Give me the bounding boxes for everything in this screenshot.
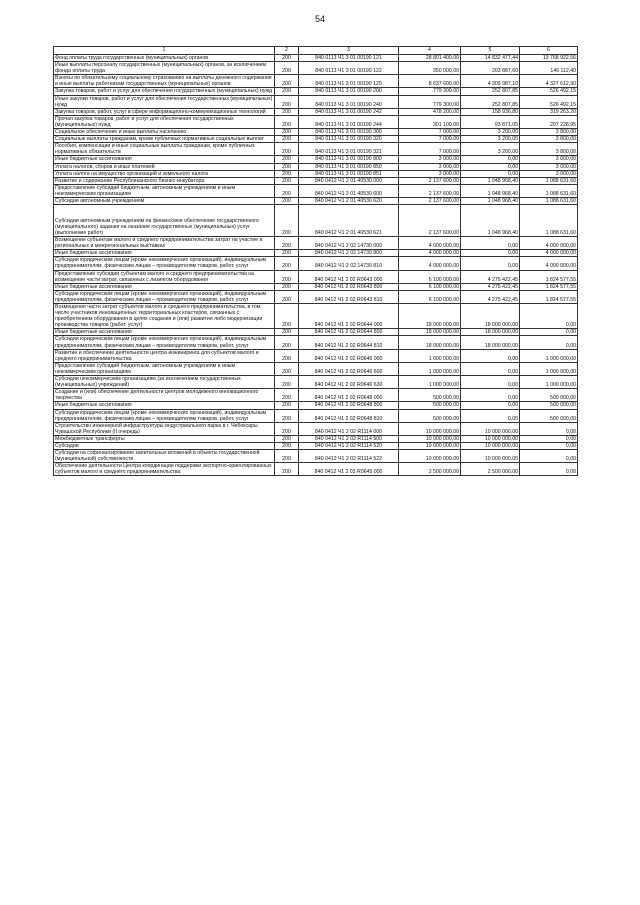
table-row <box>54 257 578 270</box>
row-approved-cell: 779 300,00 <box>399 88 461 95</box>
column-header: 3 <box>299 47 399 55</box>
row-approved-cell: 6 100 000,00 <box>399 290 461 303</box>
row-executed-cell: 3 200,00 <box>461 136 520 143</box>
row-remaining-cell: 3 000,00 <box>520 163 578 170</box>
row-executed-cell: 14 832 477,44 <box>461 55 520 62</box>
row-kbk-cell: 840 0113 Ч1 3 01 00190 200 <box>299 88 399 95</box>
row-approved-cell: 7 000,00 <box>399 143 461 156</box>
row-code-cell: 200 <box>275 409 299 422</box>
row-name-cell: Создание и (или) обеспечение деятельности центров молодежного инновационного творчества <box>54 389 275 402</box>
row-remaining-cell: 526 492,15 <box>520 95 578 108</box>
table-row <box>54 163 578 170</box>
row-name-cell: Развитие и содержание Республиканского бизнес-инкубатора <box>54 177 275 184</box>
row-name-cell: Обеспечение деятельности Центра координации поддержки экспортно-ориентированных субъектов малого и среднего предпринимательства <box>54 463 275 476</box>
row-executed-cell: 1 048 968,40 <box>461 197 520 204</box>
row-remaining-cell: 0,00 <box>520 422 578 435</box>
row-executed-cell: 0,00 <box>461 349 520 362</box>
row-kbk-cell: 840 0113 Ч1 3 01 00190 244 <box>299 115 399 128</box>
row-kbk-cell: 840 0412 Ч1 2 02 R1114 520 <box>299 442 399 449</box>
row-kbk-cell: 840 0412 Ч1 2 02 R0648 800 <box>299 402 399 409</box>
row-name-cell: Прочая закупка товаров, работ и услуг для обеспечения государственных (муниципальных) нужд <box>54 115 275 128</box>
row-name-cell: Предоставление субсидий бюджетным, автономным учреждениям и иным некоммерческим организациям <box>54 362 275 375</box>
row-name-cell: Уплата налогов, сборов и иных платежей <box>54 163 275 170</box>
row-code-cell: 200 <box>275 55 299 62</box>
table-row <box>54 108 578 115</box>
row-kbk-cell: 840 0113 Ч1 3 01 00190 240 <box>299 95 399 108</box>
row-name-cell: Социальное обеспечение и иные выплаты населению <box>54 129 275 136</box>
row-kbk-cell: 840 0412 Ч1 2 02 R0644 800 <box>299 329 399 336</box>
row-approved-cell: 10 000 000,00 <box>399 442 461 449</box>
row-kbk-cell: 840 0113 Ч1 3 01 00190 122 <box>299 62 399 75</box>
row-approved-cell: 18 000 000,00 <box>399 329 461 336</box>
row-approved-cell: 1 000 000,00 <box>399 376 461 389</box>
row-executed-cell: 0,00 <box>461 170 520 177</box>
row-code-cell: 200 <box>275 62 299 75</box>
row-approved-cell: 2 137 600,00 <box>399 184 461 197</box>
table-row <box>54 435 578 442</box>
row-code-cell: 200 <box>275 435 299 442</box>
row-code-cell: 200 <box>275 389 299 402</box>
table-row <box>54 270 578 283</box>
table-row <box>54 409 578 422</box>
column-header: 5 <box>461 47 520 55</box>
row-code-cell: 200 <box>275 329 299 336</box>
row-executed-cell: 0,00 <box>461 163 520 170</box>
row-approved-cell: 2 137 600,00 <box>399 205 461 237</box>
row-name-cell: Закупка товаров, работ, услуг в сфере информационно-коммуникационных технологий <box>54 108 275 115</box>
row-code-cell: 200 <box>275 177 299 184</box>
budget-table <box>53 46 578 476</box>
row-executed-cell: 18 000 000,00 <box>461 304 520 329</box>
row-code-cell: 200 <box>275 197 299 204</box>
row-executed-cell: 1 048 968,40 <box>461 205 520 237</box>
row-code-cell: 200 <box>275 170 299 177</box>
row-name-cell: Межбюджетные трансферты <box>54 435 275 442</box>
table-row <box>54 349 578 362</box>
table-row <box>54 115 578 128</box>
row-remaining-cell: 4 000 000,00 <box>520 250 578 257</box>
row-approved-cell: 3 000,00 <box>399 163 461 170</box>
row-name-cell: Иные бюджетные ассигнования <box>54 329 275 336</box>
row-name-cell: Субсидии автономным учреждениям <box>54 197 275 204</box>
row-executed-cell: 93 871,05 <box>461 115 520 128</box>
row-name-cell: Иные бюджетные ассигнования <box>54 156 275 163</box>
row-remaining-cell: 207 228,95 <box>520 115 578 128</box>
table-row <box>54 329 578 336</box>
table-row <box>54 442 578 449</box>
row-executed-cell: 0,00 <box>461 409 520 422</box>
row-kbk-cell: 840 0412 Ч1 2 02 R0648 810 <box>299 409 399 422</box>
table-row <box>54 283 578 290</box>
row-code-cell: 200 <box>275 184 299 197</box>
row-kbk-cell: 840 0412 Ч1 2 02 R0644 810 <box>299 336 399 349</box>
row-approved-cell: 500 000,00 <box>399 409 461 422</box>
table-row <box>54 205 578 237</box>
row-code-cell: 200 <box>275 163 299 170</box>
row-kbk-cell: 840 0412 Ч1 2 01 40530 000 <box>299 177 399 184</box>
row-remaining-cell: 3 800,00 <box>520 143 578 156</box>
row-approved-cell: 350 000,00 <box>399 62 461 75</box>
row-approved-cell: 18 000 000,00 <box>399 336 461 349</box>
row-executed-cell: 18 000 000,00 <box>461 329 520 336</box>
row-remaining-cell: 1 824 577,55 <box>520 270 578 283</box>
row-executed-cell: 4 275 422,45 <box>461 270 520 283</box>
row-remaining-cell: 0,00 <box>520 463 578 476</box>
row-remaining-cell: 146 112,40 <box>520 62 578 75</box>
row-kbk-cell: 840 0113 Ч1 3 01 00190 321 <box>299 143 399 156</box>
row-approved-cell: 4 000 000,00 <box>399 237 461 250</box>
row-approved-cell: 4 000 000,00 <box>399 250 461 257</box>
row-remaining-cell: 1 088 631,60 <box>520 177 578 184</box>
row-executed-cell: 158 936,80 <box>461 108 520 115</box>
row-executed-cell: 4 309 987,10 <box>461 75 520 88</box>
row-remaining-cell: 0,00 <box>520 450 578 463</box>
row-remaining-cell: 4 000 000,00 <box>520 237 578 250</box>
row-executed-cell: 3 200,00 <box>461 129 520 136</box>
row-kbk-cell: 840 0412 Ч1 2 02 R1114 522 <box>299 450 399 463</box>
row-kbk-cell: 840 0412 Ч1 2 02 R0646 000 <box>299 349 399 362</box>
row-name-cell: Уплата налога на имущество организаций и земельного налога <box>54 170 275 177</box>
row-name-cell: Пособия, компенсации и иные социальные выплаты гражданам, кроме публичных нормативных обязательств <box>54 143 275 156</box>
row-executed-cell: 4 275 422,45 <box>461 283 520 290</box>
row-approved-cell: 500 000,00 <box>399 402 461 409</box>
row-executed-cell: 10 000 000,00 <box>461 422 520 435</box>
row-remaining-cell: 1 000 000,00 <box>520 362 578 375</box>
table-row <box>54 376 578 389</box>
column-header: 1 <box>54 47 275 55</box>
row-executed-cell: 1 048 968,40 <box>461 177 520 184</box>
row-approved-cell: 1 000 000,00 <box>399 349 461 362</box>
row-name-cell: Иные бюджетные ассигнования <box>54 402 275 409</box>
row-code-cell: 200 <box>275 463 299 476</box>
row-executed-cell: 0,00 <box>461 402 520 409</box>
row-approved-cell: 10 000 000,00 <box>399 450 461 463</box>
row-code-cell: 200 <box>275 450 299 463</box>
row-name-cell: Субсидии на софинансирование капитальных вложений в объекты государственной (муниципальной) собственности <box>54 450 275 463</box>
table-row <box>54 389 578 402</box>
row-remaining-cell: 0,00 <box>520 435 578 442</box>
row-code-cell: 200 <box>275 362 299 375</box>
row-kbk-cell: 840 0113 Ч1 3 01 00190 242 <box>299 108 399 115</box>
row-executed-cell: 252 807,85 <box>461 88 520 95</box>
row-remaining-cell: 4 327 612,90 <box>520 75 578 88</box>
row-remaining-cell: 3 000,00 <box>520 170 578 177</box>
row-executed-cell: 203 887,60 <box>461 62 520 75</box>
table-row <box>54 197 578 204</box>
row-name-cell: Фонд оплаты труда государственных (муниципальных) органов <box>54 55 275 62</box>
row-code-cell: 200 <box>275 143 299 156</box>
row-remaining-cell: 1 824 577,55 <box>520 290 578 303</box>
row-executed-cell: 0,00 <box>461 389 520 402</box>
row-kbk-cell: 840 0412 Ч1 2 03 R0645 000 <box>299 463 399 476</box>
row-kbk-cell: 840 0412 Ч1 2 02 R1114 000 <box>299 422 399 435</box>
row-name-cell: Предоставление субсидии субъектам малого и среднего предпринимательства на возмещение части затрат, связанных с лизингом оборудования <box>54 270 275 283</box>
row-approved-cell: 301 100,00 <box>399 115 461 128</box>
table-row <box>54 129 578 136</box>
row-kbk-cell: 840 0113 Ч1 3 01 00190 800 <box>299 156 399 163</box>
row-name-cell: Возмещение субъектам малого и среднего предпринимательства затрат на участие в региональных и межрегиональных выставках <box>54 237 275 250</box>
row-kbk-cell: 840 0412 Ч1 2 02 R0646 600 <box>299 362 399 375</box>
row-kbk-cell: 840 0113 Ч1 3 01 00190 121 <box>299 55 399 62</box>
row-approved-cell: 6 100 000,00 <box>399 270 461 283</box>
row-approved-cell: 779 300,00 <box>399 95 461 108</box>
column-header: 4 <box>399 47 461 55</box>
row-name-cell: Субсидии юридическим лицам (кроме некоммерческих организаций), индивидуальным предпринимателям, физическим лицам – производителям товаров, работ, услуг <box>54 409 275 422</box>
column-header: 6 <box>520 47 578 55</box>
row-kbk-cell: 840 0412 Ч1 2 02 R1114 500 <box>299 435 399 442</box>
row-code-cell: 200 <box>275 376 299 389</box>
row-remaining-cell: 1 000 000,00 <box>520 349 578 362</box>
row-code-cell: 200 <box>275 257 299 270</box>
row-executed-cell: 10 000 000,00 <box>461 442 520 449</box>
row-name-cell: Развитие и обеспечение деятельности центра инжиниринга для субъектов малого и среднего предпринимательства <box>54 349 275 362</box>
row-kbk-cell: 840 0113 Ч1 3 01 00190 300 <box>299 129 399 136</box>
row-code-cell: 200 <box>275 75 299 88</box>
row-kbk-cell: 840 0412 Ч1 2 01 40530 621 <box>299 205 399 237</box>
row-code-cell: 200 <box>275 237 299 250</box>
row-remaining-cell: 0,00 <box>520 329 578 336</box>
row-remaining-cell: 0,00 <box>520 336 578 349</box>
row-approved-cell: 3 000,00 <box>399 156 461 163</box>
table-row <box>54 237 578 250</box>
row-name-cell: Субсидии юридическим лицам (кроме некоммерческих организаций), индивидуальным предпринимателям, физическим лицам – производителям товаров, работ, услуг <box>54 290 275 303</box>
row-name-cell: Закупка товаров, работ и услуг для обеспечения государственных (муниципальных) нужд <box>54 88 275 95</box>
row-name-cell: Иные бюджетные ассигнования <box>54 283 275 290</box>
row-name-cell: Субсидии юридическим лицам (кроме некоммерческих организаций), индивидуальным предпринимателям, физическим лицам – производителям товаров, работ, услуг <box>54 336 275 349</box>
row-kbk-cell: 840 0412 Ч1 2 02 14730 800 <box>299 250 399 257</box>
row-remaining-cell: 13 768 922,56 <box>520 55 578 62</box>
table-row <box>54 95 578 108</box>
row-executed-cell: 0,00 <box>461 376 520 389</box>
row-approved-cell: 500 000,00 <box>399 389 461 402</box>
row-kbk-cell: 840 0412 Ч1 2 01 40530 600 <box>299 184 399 197</box>
row-approved-cell: 2 137 600,00 <box>399 197 461 204</box>
row-code-cell: 200 <box>275 88 299 95</box>
row-remaining-cell: 0,00 <box>520 442 578 449</box>
table-header-row <box>54 47 578 55</box>
table-row <box>54 304 578 329</box>
row-kbk-cell: 840 0412 Ч1 2 02 14730 810 <box>299 257 399 270</box>
table-row <box>54 55 578 62</box>
row-approved-cell: 7 000,00 <box>399 129 461 136</box>
row-code-cell: 200 <box>275 205 299 237</box>
table-body <box>54 55 578 476</box>
row-executed-cell: 3 200,00 <box>461 143 520 156</box>
row-kbk-cell: 840 0412 Ч1 2 02 R0643 800 <box>299 283 399 290</box>
row-kbk-cell: 840 0113 Ч1 3 01 00190 850 <box>299 163 399 170</box>
row-executed-cell: 0,00 <box>461 257 520 270</box>
row-code-cell: 200 <box>275 250 299 257</box>
row-executed-cell: 10 000 000,00 <box>461 435 520 442</box>
row-remaining-cell: 1 824 577,55 <box>520 283 578 290</box>
table-row <box>54 450 578 463</box>
table-row <box>54 362 578 375</box>
row-name-cell: Субсидии <box>54 442 275 449</box>
row-executed-cell: 4 275 422,45 <box>461 290 520 303</box>
row-remaining-cell: 319 263,20 <box>520 108 578 115</box>
row-approved-cell: 10 000 000,00 <box>399 435 461 442</box>
row-remaining-cell: 1 088 631,60 <box>520 205 578 237</box>
row-executed-cell: 2 500 000,00 <box>461 463 520 476</box>
row-approved-cell: 18 000 000,00 <box>399 304 461 329</box>
table-row <box>54 184 578 197</box>
row-kbk-cell: 840 0412 Ч1 2 02 R0643 000 <box>299 270 399 283</box>
row-code-cell: 200 <box>275 349 299 362</box>
row-name-cell: Иные закупки товаров, работ и услуг для обеспечения государственных (муниципальных) нужд <box>54 95 275 108</box>
row-approved-cell: 1 000 000,00 <box>399 362 461 375</box>
row-code-cell: 200 <box>275 156 299 163</box>
row-name-cell: Иные бюджетные ассигнования <box>54 250 275 257</box>
table-row <box>54 463 578 476</box>
row-code-cell: 200 <box>275 108 299 115</box>
row-code-cell: 200 <box>275 115 299 128</box>
row-remaining-cell: 3 000,00 <box>520 156 578 163</box>
row-remaining-cell: 500 000,00 <box>520 409 578 422</box>
row-remaining-cell: 4 000 000,00 <box>520 257 578 270</box>
row-remaining-cell: 1 088 631,60 <box>520 184 578 197</box>
table-row <box>54 336 578 349</box>
table-row <box>54 402 578 409</box>
row-kbk-cell: 840 0412 Ч1 2 02 R0644 000 <box>299 304 399 329</box>
row-approved-cell: 8 637 600,00 <box>399 75 461 88</box>
row-name-cell: Строительство инженерной инфраструктуры индустриального парка в г. Чебоксары Чувашской Республики (II очередь) <box>54 422 275 435</box>
row-name-cell: Предоставление субсидий бюджетным, автономным учреждениям и иным некоммерческим организациям <box>54 184 275 197</box>
row-code-cell: 200 <box>275 336 299 349</box>
row-approved-cell: 4 000 000,00 <box>399 257 461 270</box>
row-executed-cell: 0,00 <box>461 362 520 375</box>
row-kbk-cell: 840 0412 Ч1 2 02 14730 000 <box>299 237 399 250</box>
row-approved-cell: 3 000,00 <box>399 170 461 177</box>
row-code-cell: 200 <box>275 270 299 283</box>
column-header: 2 <box>275 47 299 55</box>
row-approved-cell: 2 137 600,00 <box>399 177 461 184</box>
table-row <box>54 88 578 95</box>
row-code-cell: 200 <box>275 290 299 303</box>
row-code-cell: 200 <box>275 129 299 136</box>
row-remaining-cell: 1 088 631,60 <box>520 197 578 204</box>
row-executed-cell: 0,00 <box>461 156 520 163</box>
row-approved-cell: 10 000 000,00 <box>399 422 461 435</box>
row-name-cell: Взносы по обязательному социальному страхованию на выплаты денежного содержания и иные выплаты работникам государственных (муниципальных) органов <box>54 75 275 88</box>
row-remaining-cell: 526 492,15 <box>520 88 578 95</box>
row-code-cell: 200 <box>275 95 299 108</box>
row-kbk-cell: 840 0113 Ч1 3 01 00190 320 <box>299 136 399 143</box>
row-code-cell: 200 <box>275 136 299 143</box>
row-remaining-cell: 3 800,00 <box>520 129 578 136</box>
row-name-cell: Субсидии автономным учреждениям на финансовое обеспечение государственного (муниципального) задания на оказание государственных (муниципальных) услуг (выполнение работ) <box>54 205 275 237</box>
row-remaining-cell: 0,00 <box>520 304 578 329</box>
row-approved-cell: 478 200,00 <box>399 108 461 115</box>
row-remaining-cell: 500 000,00 <box>520 402 578 409</box>
row-approved-cell: 6 100 000,00 <box>399 283 461 290</box>
row-code-cell: 200 <box>275 283 299 290</box>
row-kbk-cell: 840 0113 Ч1 3 01 00190 129 <box>299 75 399 88</box>
row-kbk-cell: 840 0412 Ч1 2 01 40530 620 <box>299 197 399 204</box>
row-kbk-cell: 840 0412 Ч1 2 02 R0648 000 <box>299 389 399 402</box>
row-kbk-cell: 840 0113 Ч1 3 01 00190 851 <box>299 170 399 177</box>
row-approved-cell: 28 801 400,00 <box>399 55 461 62</box>
row-executed-cell: 1 048 968,40 <box>461 184 520 197</box>
table-row <box>54 250 578 257</box>
row-executed-cell: 252 807,85 <box>461 95 520 108</box>
row-name-cell: Субсидии юридическим лицам (кроме некоммерческих организаций), индивидуальным предпринимателям, физическим лицам – производителям товаров, работ, услуг <box>54 257 275 270</box>
row-code-cell: 200 <box>275 442 299 449</box>
row-code-cell: 200 <box>275 304 299 329</box>
row-remaining-cell: 500 000,00 <box>520 389 578 402</box>
row-executed-cell: 10 000 000,00 <box>461 450 520 463</box>
row-code-cell: 200 <box>275 402 299 409</box>
row-executed-cell: 18 000 000,00 <box>461 336 520 349</box>
row-name-cell: Субсидии некоммерческим организациям (за исключением государственных (муниципальных) учреждений) <box>54 376 275 389</box>
table-row <box>54 156 578 163</box>
table-row <box>54 62 578 75</box>
table-row <box>54 136 578 143</box>
row-kbk-cell: 840 0412 Ч1 2 02 R0646 630 <box>299 376 399 389</box>
row-approved-cell: 2 500 000,00 <box>399 463 461 476</box>
row-executed-cell: 0,00 <box>461 250 520 257</box>
row-executed-cell: 0,00 <box>461 237 520 250</box>
table-row <box>54 170 578 177</box>
row-approved-cell: 7 000,00 <box>399 136 461 143</box>
row-name-cell: Возмещение части затрат субъектов малого и среднего предпринимательства, в том числе участников инновационных территориальных кластеров, связанных с приобретением оборудования в целях создания и (или) развития либо модернизации производства товаров (работ, услуг) <box>54 304 275 329</box>
row-name-cell: Социальные выплаты гражданам, кроме публичных нормативных социальных выплат <box>54 136 275 143</box>
table-row <box>54 290 578 303</box>
table-row <box>54 422 578 435</box>
row-remaining-cell: 1 000 000,00 <box>520 376 578 389</box>
row-code-cell: 200 <box>275 422 299 435</box>
page-number: 54 <box>314 14 325 24</box>
row-kbk-cell: 840 0412 Ч1 2 02 R0643 810 <box>299 290 399 303</box>
table-row <box>54 143 578 156</box>
table-row <box>54 177 578 184</box>
row-name-cell: Иные выплаты персоналу государственных (муниципальных) органов, за исключением фонда оплаты труда <box>54 62 275 75</box>
table-row <box>54 75 578 88</box>
row-remaining-cell: 3 800,00 <box>520 136 578 143</box>
